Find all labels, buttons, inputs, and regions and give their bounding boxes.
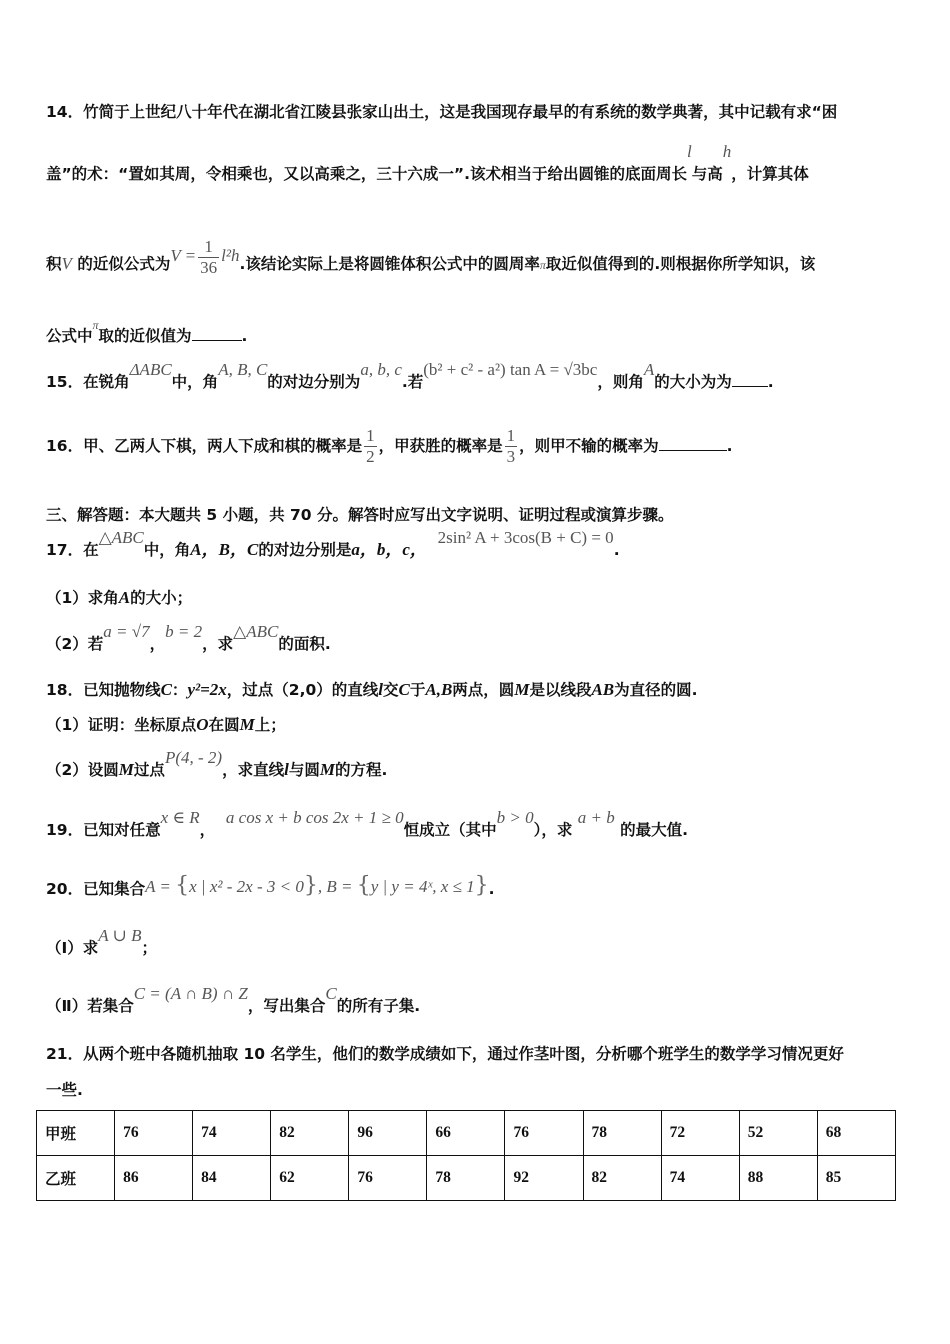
q14-line-3: 积V 的近似公式为V = $\frac{1}{36}$ l²h.该结论实际上是将圆锥体积公式中的圆周率π取近似值得到的.则根据你所学知识，该: [46, 244, 815, 288]
table-cell: 68: [817, 1111, 895, 1156]
answer-blank[interactable]: [192, 328, 242, 341]
q17-line: 17．在△ABC中，角A，B，C的对边分别是a，b，c， 2sin² A + 3cos(B + C) = 0.: [46, 528, 620, 559]
q18-line: 18．已知抛物线C：y²=2x，过点（2,0）的直线l交C于A,B两点，圆M是以线段AB为直径的圆.: [46, 680, 698, 699]
q14-line-4: 公式中π取的近似值为 .: [46, 318, 248, 345]
table-cell: 78: [583, 1111, 661, 1156]
q17-part-2: （2）若a = √7，b = 2，求△ABC的面积.: [46, 622, 331, 653]
q21-line-1: 21．从两个班中各随机抽取 10 名学生，他们的数学成绩如下，通过作茎叶图，分析哪个班学生的数学学习情况更好: [46, 1045, 844, 1063]
table-cell: 82: [271, 1111, 349, 1156]
q14-line-2: 盖”的术：“置如其周，令相乘也，又以高乘之，三十六成一”.该术相当于给出圆锥的底面周长l与高h，计算其体: [46, 142, 809, 183]
var-h: h: [722, 142, 732, 161]
table-cell: 72: [661, 1111, 739, 1156]
var-l: l: [686, 142, 692, 161]
q17-part-1: （1）求角A的大小；: [46, 588, 193, 607]
q20-part-2: （Ⅱ）若集合C = (A ∩ B) ∩ Z，写出集合C的所有子集.: [46, 984, 421, 1015]
q20-part-1: （Ⅰ）求A ∪ B；: [46, 926, 158, 957]
table-cell: 76: [115, 1111, 193, 1156]
table-cell: 96: [349, 1111, 427, 1156]
set-definitions: A = {x | x² - 2x - 3 < 0}, B = {y | y = 4ˣ, x ≤ 1}: [145, 873, 489, 898]
q17-equation: 2sin² A + 3cos(B + C) = 0: [437, 528, 614, 547]
q18-part-2: （2）设圆M过点P(4, - 2)，求直线l与圆M的方程.: [46, 748, 388, 779]
table-cell: 52: [739, 1111, 817, 1156]
q15-condition: (b² + c² - a²) tan A = √3bc: [423, 360, 598, 379]
volume-formula: V = $\frac{1}{36}$ l²h: [170, 236, 240, 277]
fraction-one-third: $\frac{1}{3}$: [506, 426, 516, 466]
section-heading: 三、解答题：本大题共 5 小题，共 70 分。解答时应写出文字说明、证明过程或演算步骤。: [46, 506, 674, 524]
row-label: 甲班: [37, 1111, 115, 1156]
table-cell: 78: [427, 1156, 505, 1201]
table-cell: 74: [661, 1156, 739, 1201]
table-row: [37, 1111, 896, 1156]
table-cell: 85: [817, 1156, 895, 1201]
fraction-one-half: $\frac{1}{2}$: [366, 426, 375, 466]
q20-line: 20．已知集合A = {x | x² - 2x - 3 < 0}, B = {y | y = 4ˣ, x ≤ 1}.: [46, 873, 495, 898]
q21-line-2: 一些.: [46, 1081, 83, 1099]
answer-blank[interactable]: [732, 374, 768, 387]
table-row: [37, 1156, 896, 1201]
table-cell: 66: [427, 1111, 505, 1156]
table-cell: 92: [505, 1156, 583, 1201]
q19-line: 19．已知对任意x ∈ R， a cos x + b cos 2x + 1 ≥ 0恒成立（其中b > 0），求 a + b 的最大值.: [46, 808, 689, 839]
table-cell: 88: [739, 1156, 817, 1201]
table-cell: 74: [193, 1111, 271, 1156]
pi-symbol: π: [539, 258, 546, 272]
table-cell: 62: [271, 1156, 349, 1201]
q14-line-1: 14．竹简于上世纪八十年代在湖北省江陵县张家山出土，这是我国现存最早的有系统的数学典著，其中记载有求“困: [46, 103, 838, 121]
table-cell: 86: [115, 1156, 193, 1201]
q16-line: 16．甲、乙两人下棋，两人下成和棋的概率是 $\frac{1}{2}$ ，甲获胜的概率是 $\frac{1}{3}$ ，则甲不输的概率为 .: [46, 426, 733, 466]
scores-table: [36, 1110, 896, 1201]
q19-inequality: a cos x + b cos 2x + 1 ≥ 0: [225, 808, 404, 827]
table-cell: 76: [505, 1111, 583, 1156]
table-cell: 82: [583, 1156, 661, 1201]
table-cell: 84: [193, 1156, 271, 1201]
answer-blank[interactable]: [659, 438, 727, 451]
table-cell: 76: [349, 1156, 427, 1201]
q15-line: 15．在锐角ΔABC中，角A, B, C的对边分别为a, b, c.若(b² + c² - a²) tan A = √3bc，则角A的大小为为 .: [46, 360, 774, 391]
row-label: 乙班: [37, 1156, 115, 1201]
q18-part-1: （1）证明：坐标原点O在圆M上；: [46, 715, 286, 734]
